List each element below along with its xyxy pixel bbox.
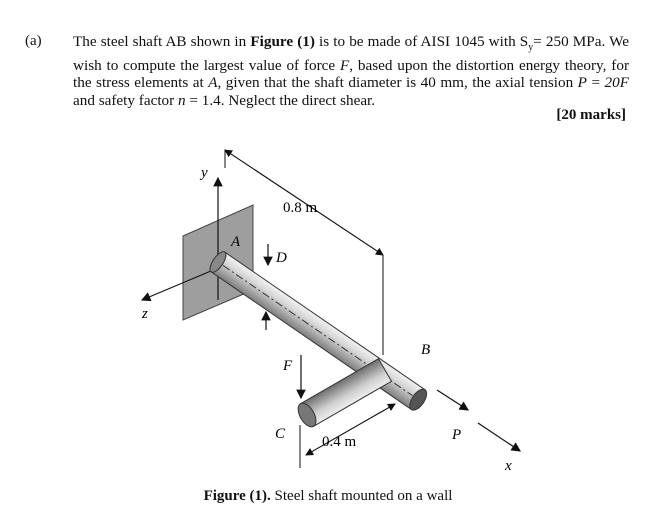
x-axis (478, 423, 520, 451)
force-p-label: P (452, 427, 462, 443)
dim-label-04: 0.4 m (322, 434, 357, 450)
y-axis-label: y (201, 165, 208, 181)
x-axis-label: x (505, 458, 512, 474)
force-f-label: F (283, 358, 293, 374)
dim-label-08: 0.8 m (283, 200, 318, 216)
figure-reference: Figure (1) (250, 33, 315, 50)
shaft-ab (207, 249, 430, 413)
marks-label: [20 marks] (556, 107, 626, 123)
point-d-label: D (276, 250, 287, 266)
part-label: (a) (25, 33, 42, 49)
z-axis-label: z (142, 306, 148, 322)
figure-caption: Figure (1). Steel shaft mounted on a wall (203, 488, 453, 504)
point-a-label: A (231, 234, 241, 250)
question-text: The steel shaft AB shown in Figure (1) is to be made of AISI 1045 with $S_y= 250$ MPa. We wish to compute the largest value of force F, based upon the distortion energy theory, for the stress elements at A, given that the shaft diameter is 40 mm, the axial tension P = 20F and safety factor n = 1.4. Neglect the direct shear. (73, 33, 629, 109)
force-p-arrow (437, 390, 468, 410)
point-c-label: C (275, 426, 286, 442)
lever-arm-bc (294, 359, 391, 430)
point-b-label: B (421, 342, 431, 358)
